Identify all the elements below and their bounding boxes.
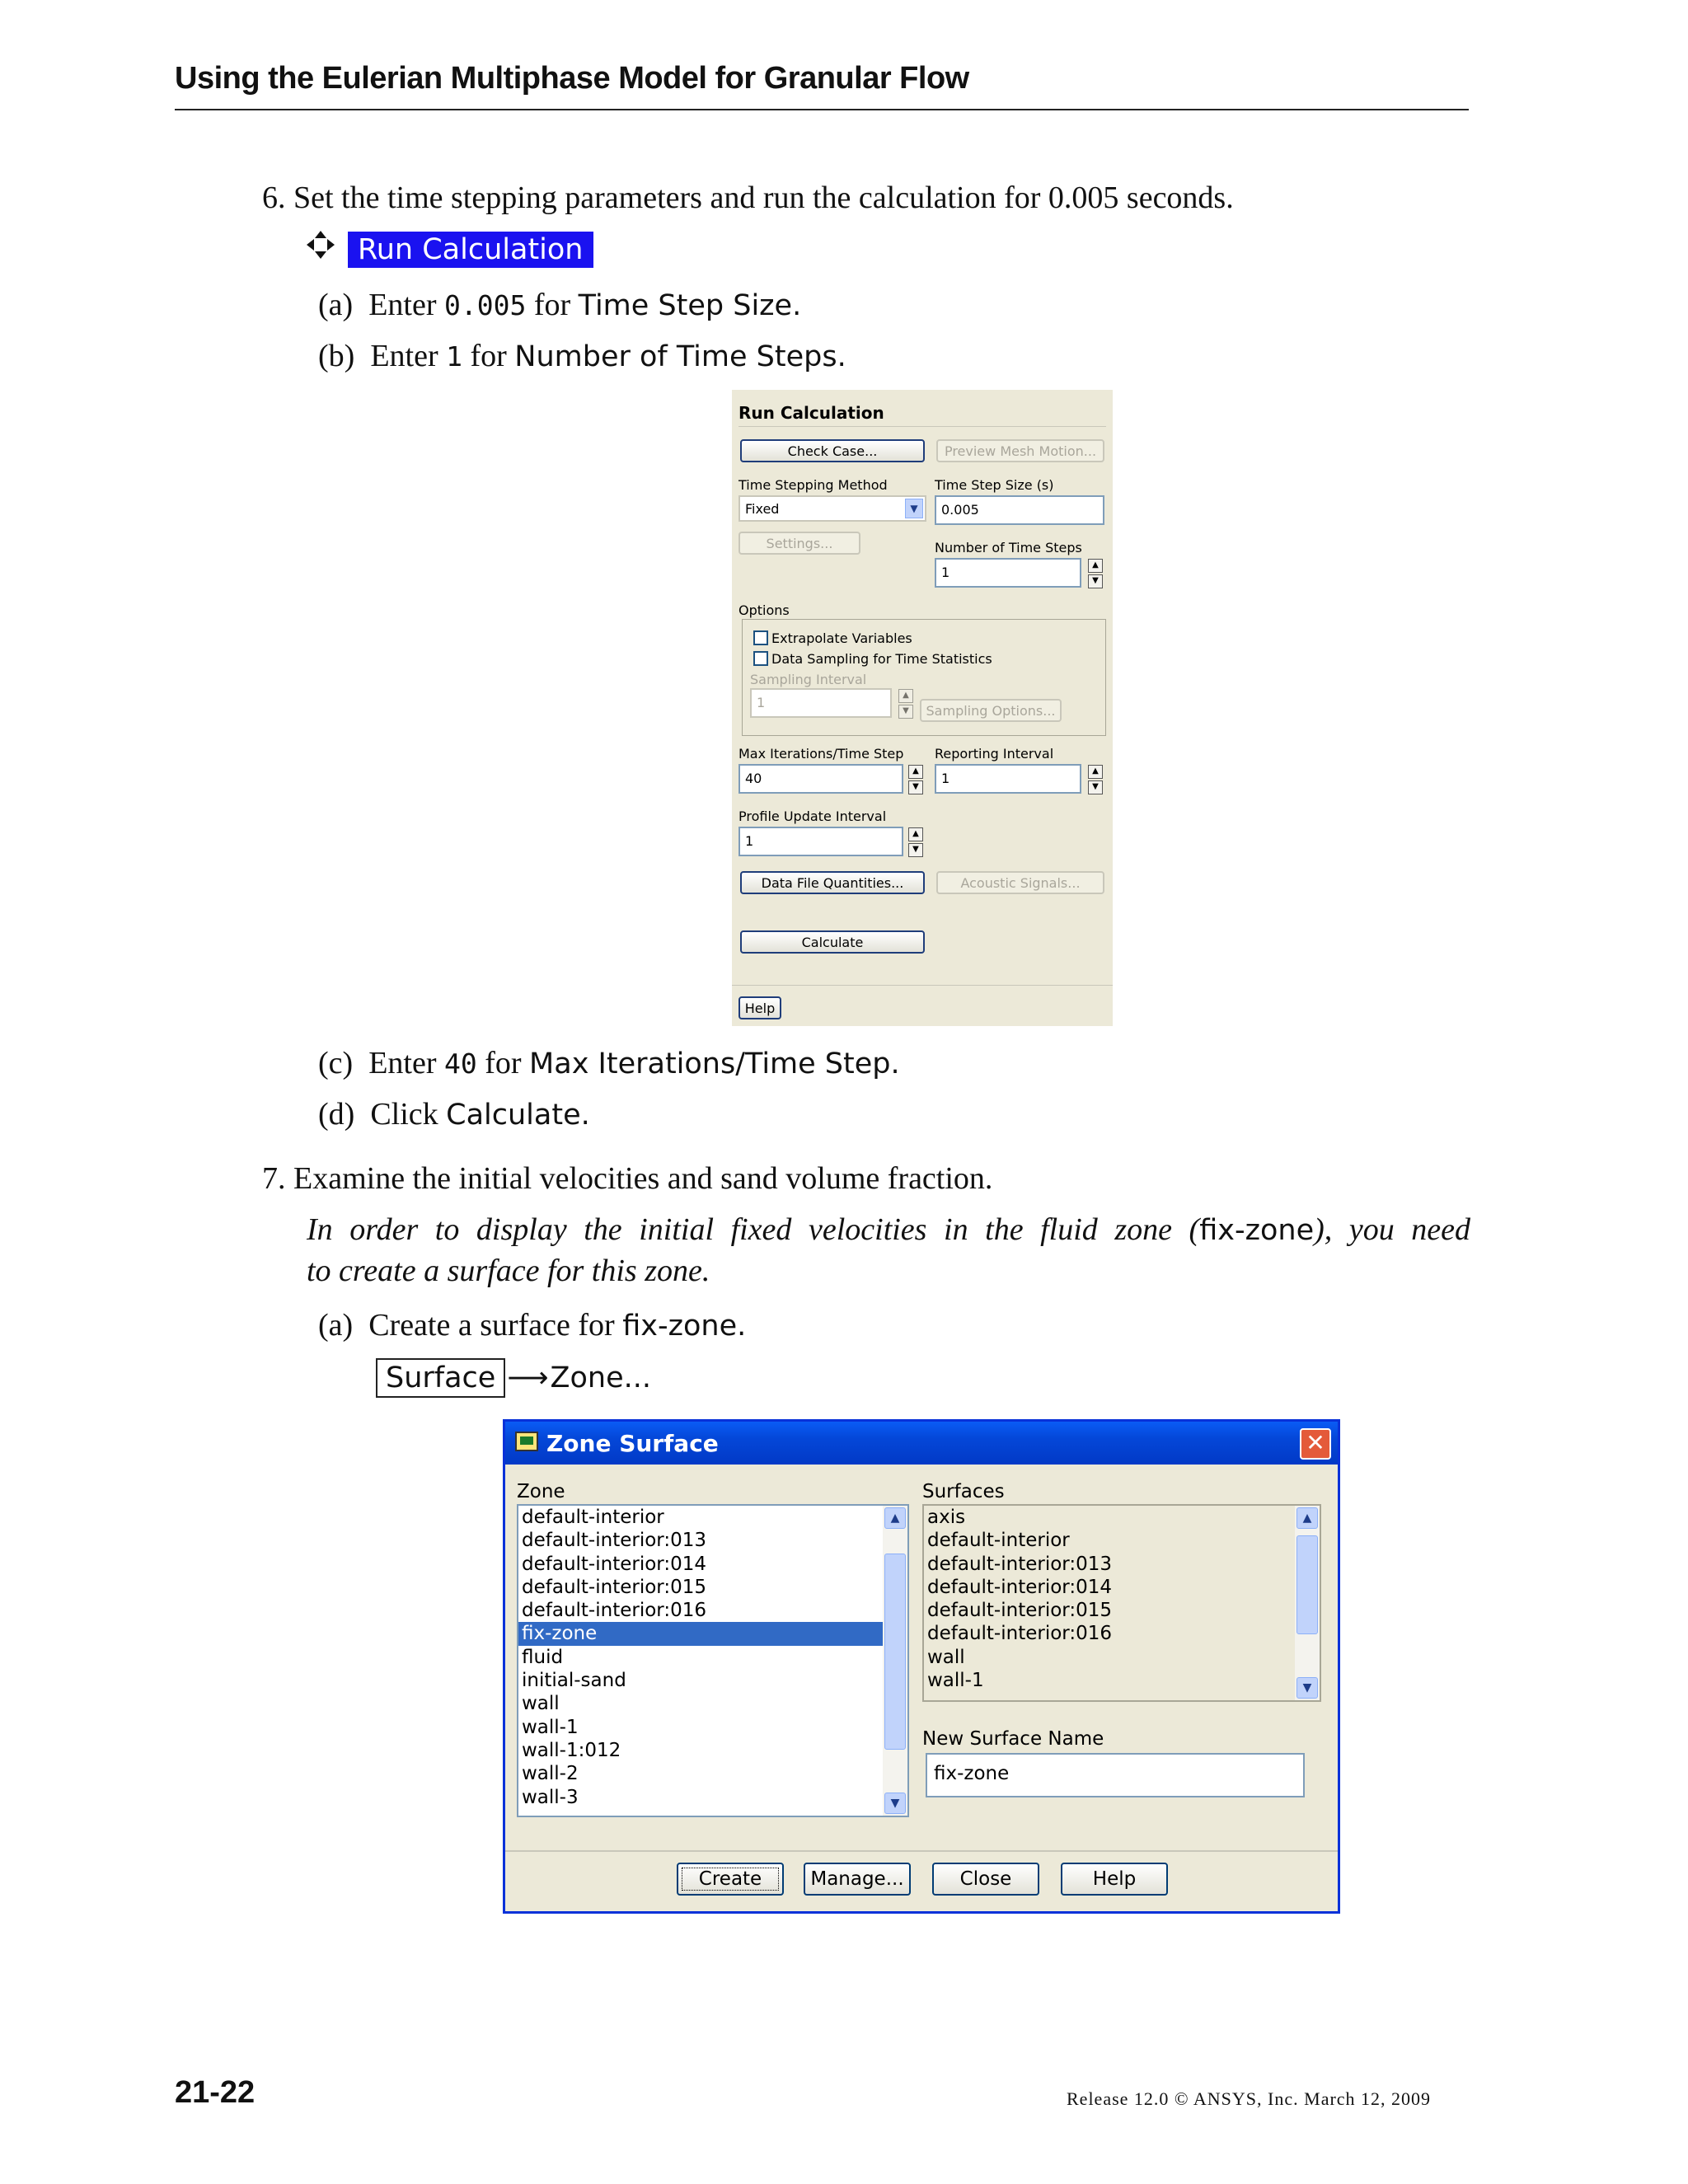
scroll-up-icon[interactable]: ▲ [884, 1507, 906, 1529]
new-surface-name-input[interactable]: fix-zone [926, 1753, 1305, 1797]
surfaces-label: Surfaces [922, 1481, 1005, 1502]
list-item[interactable]: initial-sand [522, 1670, 626, 1692]
settings-button[interactable]: Settings... [738, 532, 860, 555]
data-sampling-label: Data Sampling for Time Statistics [771, 651, 992, 667]
spin-down-icon: ▼ [898, 705, 913, 719]
reporting-interval-spinner[interactable] [1088, 765, 1103, 793]
step6-sub-c: (c) Enter 40 for Max Iterations/Time Step. [318, 1046, 900, 1080]
check-case-button[interactable]: Check Case... [740, 439, 925, 462]
button-divider [505, 1850, 1338, 1852]
options-label: Options [738, 602, 790, 618]
spin-up-icon: ▲ [1088, 559, 1103, 573]
sampling-interval-label: Sampling Interval [750, 672, 867, 687]
create-button[interactable]: Create [677, 1863, 784, 1896]
time-step-size-label: Time Step Size (s) [935, 477, 1054, 493]
close-icon[interactable]: ✕ [1300, 1428, 1331, 1460]
scroll-down-icon[interactable]: ▼ [884, 1793, 906, 1814]
list-item[interactable]: default-interior:014 [927, 1576, 1112, 1598]
spin-up-icon: ▲ [908, 765, 923, 779]
max-iterations-spinner[interactable] [908, 765, 923, 793]
list-item[interactable]: default-interior [927, 1530, 1070, 1552]
list-item[interactable]: wall [927, 1646, 965, 1668]
spin-down-icon: ▼ [1088, 780, 1103, 794]
list-item[interactable]: fluid [522, 1646, 564, 1668]
list-item[interactable]: fix-zone [518, 1622, 907, 1645]
list-item[interactable]: wall-2 [522, 1763, 579, 1785]
list-item[interactable]: default-interior:016 [522, 1600, 706, 1622]
max-iterations-label: Max Iterations/Time Step [738, 746, 904, 762]
app-icon [515, 1432, 538, 1451]
step7-note-line1: In order to display the initial fixed velocities in the fluid zone (fix-zone), you need [307, 1212, 1470, 1247]
list-item[interactable]: axis [927, 1507, 966, 1528]
step6-sub-d: (d) Click Calculate. [318, 1097, 590, 1132]
spin-down-icon: ▼ [908, 843, 923, 857]
zone-surface-dialog [503, 1419, 1340, 1914]
list-item[interactable]: wall-1 [927, 1670, 984, 1692]
list-item[interactable]: default-interior:015 [522, 1576, 706, 1598]
running-header: Using the Eulerian Multiphase Model for Granular Flow [175, 61, 969, 96]
surfaces-list-scrollbar[interactable] [1295, 1506, 1320, 1700]
list-item[interactable]: default-interior:015 [927, 1600, 1112, 1622]
panel-title: Run Calculation [738, 403, 884, 423]
step7-text: 7. Examine the initial velocities and sand volume fraction. [262, 1161, 993, 1196]
reporting-interval-input[interactable]: 1 [935, 764, 1081, 794]
step7-sub-a: (a) Create a surface for fix-zone. [318, 1308, 747, 1343]
scroll-thumb[interactable] [884, 1554, 906, 1750]
acoustic-signals-button[interactable]: Acoustic Signals... [936, 871, 1104, 894]
time-stepping-method-label: Time Stepping Method [738, 477, 888, 493]
spin-down-icon: ▼ [908, 780, 923, 794]
number-of-time-steps-spinner[interactable] [1088, 559, 1103, 587]
list-item[interactable]: default-interior:014 [522, 1553, 706, 1575]
data-sampling-checkbox[interactable] [753, 651, 768, 666]
spin-down-icon: ▼ [1088, 574, 1103, 588]
menu-arrow-icon: ⟶ [507, 1361, 549, 1394]
list-item[interactable]: wall [522, 1693, 560, 1715]
list-item[interactable]: wall-1 [522, 1716, 579, 1738]
extrapolate-variables-label: Extrapolate Variables [771, 630, 912, 646]
profile-update-spinner[interactable] [908, 827, 923, 855]
zone-label: Zone [517, 1481, 565, 1502]
sampling-options-button[interactable]: Sampling Options... [920, 699, 1062, 722]
list-item[interactable]: wall-1:012 [522, 1739, 621, 1761]
number-of-time-steps-label: Number of Time Steps [935, 540, 1082, 555]
sampling-interval-spinner[interactable] [898, 689, 913, 717]
time-stepping-method-select[interactable]: Fixed ▼ [738, 495, 926, 522]
scroll-up-icon[interactable]: ▲ [1296, 1507, 1318, 1529]
list-item[interactable]: default-interior:013 [927, 1553, 1112, 1575]
zone-list[interactable] [517, 1504, 909, 1817]
page-number: 21-22 [175, 2075, 256, 2110]
run-calculation-panel [732, 390, 1113, 1026]
menu-zone: Zone... [550, 1361, 652, 1394]
spin-up-icon: ▲ [1088, 765, 1103, 779]
profile-update-label: Profile Update Interval [738, 808, 887, 824]
profile-update-input[interactable]: 1 [738, 827, 903, 856]
calculate-button[interactable]: Calculate [740, 930, 925, 954]
scroll-thumb[interactable] [1296, 1535, 1318, 1634]
list-item[interactable]: default-interior:016 [927, 1623, 1112, 1645]
release-info: Release 12.0 © ANSYS, Inc. March 12, 2009 [1067, 2088, 1432, 2109]
new-surface-name-label: New Surface Name [922, 1728, 1104, 1750]
step7-note-line2: to create a surface for this zone. [307, 1254, 710, 1288]
sampling-interval-input[interactable]: 1 [750, 688, 892, 718]
step6-sub-b: (b) Enter 1 for Number of Time Steps. [318, 339, 846, 373]
move-arrows-icon [305, 229, 336, 260]
header-rule [175, 109, 1469, 110]
bottom-divider [732, 985, 1113, 986]
reporting-interval-label: Reporting Interval [935, 746, 1054, 762]
list-item[interactable]: default-interior:013 [522, 1530, 706, 1552]
chevron-down-icon[interactable]: ▼ [905, 499, 923, 518]
help-button[interactable]: Help [738, 996, 781, 1019]
extrapolate-variables-checkbox[interactable] [753, 630, 768, 645]
step6-text: 6. Set the time stepping parameters and run the calculation for 0.005 seconds. [262, 180, 1234, 215]
list-item[interactable]: wall-3 [522, 1786, 579, 1808]
help-button[interactable]: Help [1061, 1863, 1168, 1896]
data-file-quantities-button[interactable]: Data File Quantities... [740, 871, 925, 894]
preview-mesh-motion-button[interactable]: Preview Mesh Motion... [936, 439, 1104, 462]
close-button[interactable]: Close [932, 1863, 1039, 1896]
zone-list-scrollbar[interactable] [883, 1506, 907, 1816]
spin-up-icon: ▲ [898, 689, 913, 703]
title-bar [505, 1422, 1338, 1465]
manage-button[interactable]: Manage... [804, 1863, 911, 1896]
scroll-down-icon[interactable]: ▼ [1296, 1677, 1318, 1699]
menu-surface: Surface [376, 1358, 505, 1398]
max-iterations-input[interactable]: 40 [738, 764, 903, 794]
dialog-title: Zone Surface [546, 1430, 719, 1457]
number-of-time-steps-input[interactable]: 1 [935, 558, 1081, 588]
time-step-size-input[interactable]: 0.005 [935, 495, 1104, 525]
step6-sub-a: (a) Enter 0.005 for Time Step Size. [318, 288, 802, 322]
title-divider [738, 426, 1106, 427]
menu-path-surface-zone [376, 1358, 651, 1398]
spin-up-icon: ▲ [908, 827, 923, 841]
list-item[interactable]: default-interior [522, 1507, 664, 1528]
menu-run-calculation: Run Calculation [348, 232, 593, 268]
surfaces-list[interactable] [922, 1504, 1321, 1702]
